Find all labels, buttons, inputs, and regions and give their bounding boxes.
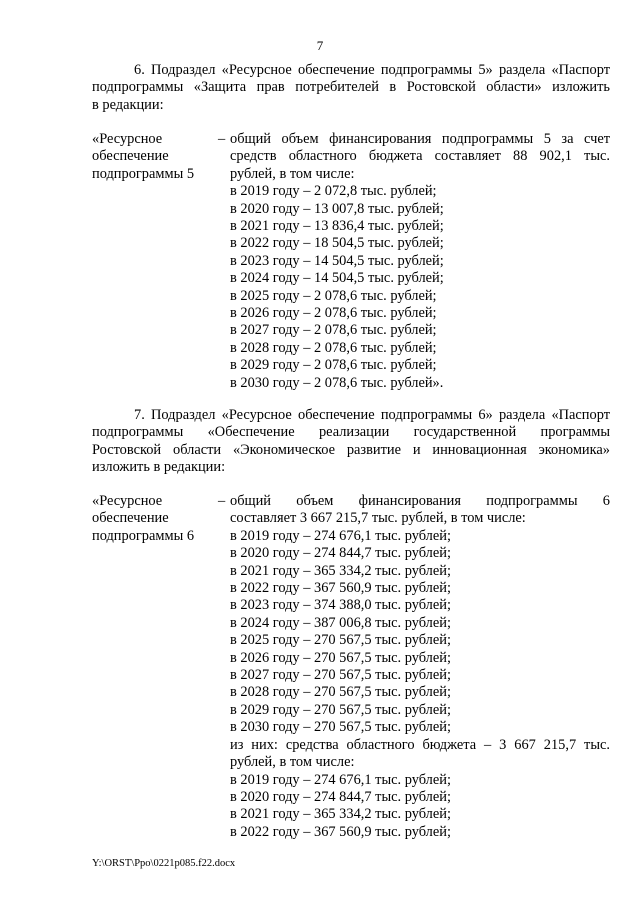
year-funding-line: в 2028 году – 270 567,5 тыс. рублей; [230,684,451,701]
year-funding-line: в 2027 году – 270 567,5 тыс. рублей; [230,667,451,684]
year-funding-line: в 2022 году – 18 504,5 тыс. рублей; [230,235,444,252]
year-funding-line: в 2020 году – 274 844,7 тыс. рублей; [230,545,451,562]
funding-line: средств областного бюджета составляет 88 902,1 тыс. [230,148,610,165]
resource-label-line: подпрограммы 5 [92,165,195,182]
funding-line: общий объем финансирования подпрограммы 5 за счет [230,131,610,147]
resource-label-line: подпрограммы 6 [92,527,195,544]
year-funding-line: в 2028 году – 2 078,6 тыс. рублей; [230,339,437,356]
year-funding-line: в 2020 году – 13 007,8 тыс. рублей; [230,200,444,217]
year-funding-line: в 2026 году – 270 567,5 тыс. рублей; [230,649,451,666]
section-7-dash: – [218,493,226,509]
page-number: 7 [316,38,324,53]
section-7-intro-line: изложить в редакции: [92,459,226,476]
year-funding-line: в 2019 году – 274 676,1 тыс. рублей; [230,771,451,788]
funding-line: составляет 3 667 215,7 тыс. рублей, в том числе: [230,510,526,527]
section-7-intro-line: 7. Подраздел «Ресурсное обеспечение подпрограммы 6» раздела «Паспорт [134,407,610,423]
section-6-dash: – [218,131,226,147]
section-6-intro-line: в редакции: [92,96,164,113]
section-7-intro-line: подпрограммы «Обеспечение реализации государственной программы [92,424,610,441]
year-funding-line: в 2023 году – 14 504,5 тыс. рублей; [230,252,444,269]
year-funding-line: в 2030 году – 2 078,6 тыс. рублей». [230,374,444,391]
funding-line: из них: средства областного бюджета – 3 667 215,7 тыс. [230,736,610,753]
year-funding-line: в 2020 году – 274 844,7 тыс. рублей; [230,788,451,805]
year-funding-line: в 2021 году – 13 836,4 тыс. рублей; [230,218,444,235]
section-7-intro-line: Ростовской области «Экономическое развитие и инновационная экономика» [92,441,610,458]
section-7-intro [92,407,610,477]
year-funding-line: в 2029 году – 2 078,6 тыс. рублей; [230,357,437,374]
year-funding-line: в 2024 году – 14 504,5 тыс. рублей; [230,270,444,287]
resource-label-line: «Ресурсное [92,493,163,509]
funding-line: рублей, в том числе: [230,754,355,771]
funding-line: общий объем финансирования подпрограммы 6 [230,493,610,509]
year-funding-line: в 2021 году – 365 334,2 тыс. рублей; [230,562,451,579]
footer-file-path: Y:\ORST\Ppo\0221p085.f22.docx [92,858,236,869]
year-funding-line: в 2024 году – 387 006,8 тыс. рублей; [230,614,451,631]
year-funding-line: в 2026 году – 2 078,6 тыс. рублей; [230,305,437,322]
section-6-intro-line: подпрограммы «Защита прав потребителей в Ростовской области» изложить [92,79,610,96]
year-funding-line: в 2029 году – 270 567,5 тыс. рублей; [230,701,451,718]
year-funding-line: в 2019 году – 2 072,8 тыс. рублей; [230,183,437,200]
year-funding-line: в 2023 году – 374 388,0 тыс. рублей; [230,597,451,614]
section-7-resource-body [230,493,610,841]
year-funding-line: в 2021 году – 365 334,2 тыс. рублей; [230,806,451,823]
section-6-resource-body [230,131,610,392]
resource-label-line: обеспечение [92,510,169,527]
year-funding-line: в 2022 году – 367 560,9 тыс. рублей; [230,580,451,597]
section-7-resource-label [92,493,217,545]
section-6-intro [92,62,610,114]
resource-label-line: «Ресурсное [92,131,163,147]
year-funding-line: в 2019 году – 274 676,1 тыс. рублей; [230,527,451,544]
resource-label-line: обеспечение [92,148,169,165]
year-funding-line: в 2025 году – 2 078,6 тыс. рублей; [230,287,437,304]
funding-line: рублей, в том числе: [230,165,355,182]
year-funding-line: в 2022 году – 367 560,9 тыс. рублей; [230,823,451,840]
year-funding-line: в 2025 году – 270 567,5 тыс. рублей; [230,632,451,649]
year-funding-line: в 2027 году – 2 078,6 тыс. рублей; [230,322,437,339]
section-6-resource-label [92,131,217,183]
year-funding-line: в 2030 году – 270 567,5 тыс. рублей; [230,719,451,736]
section-6-intro-line: 6. Подраздел «Ресурсное обеспечение подпрограммы 5» раздела «Паспорт [134,62,610,78]
